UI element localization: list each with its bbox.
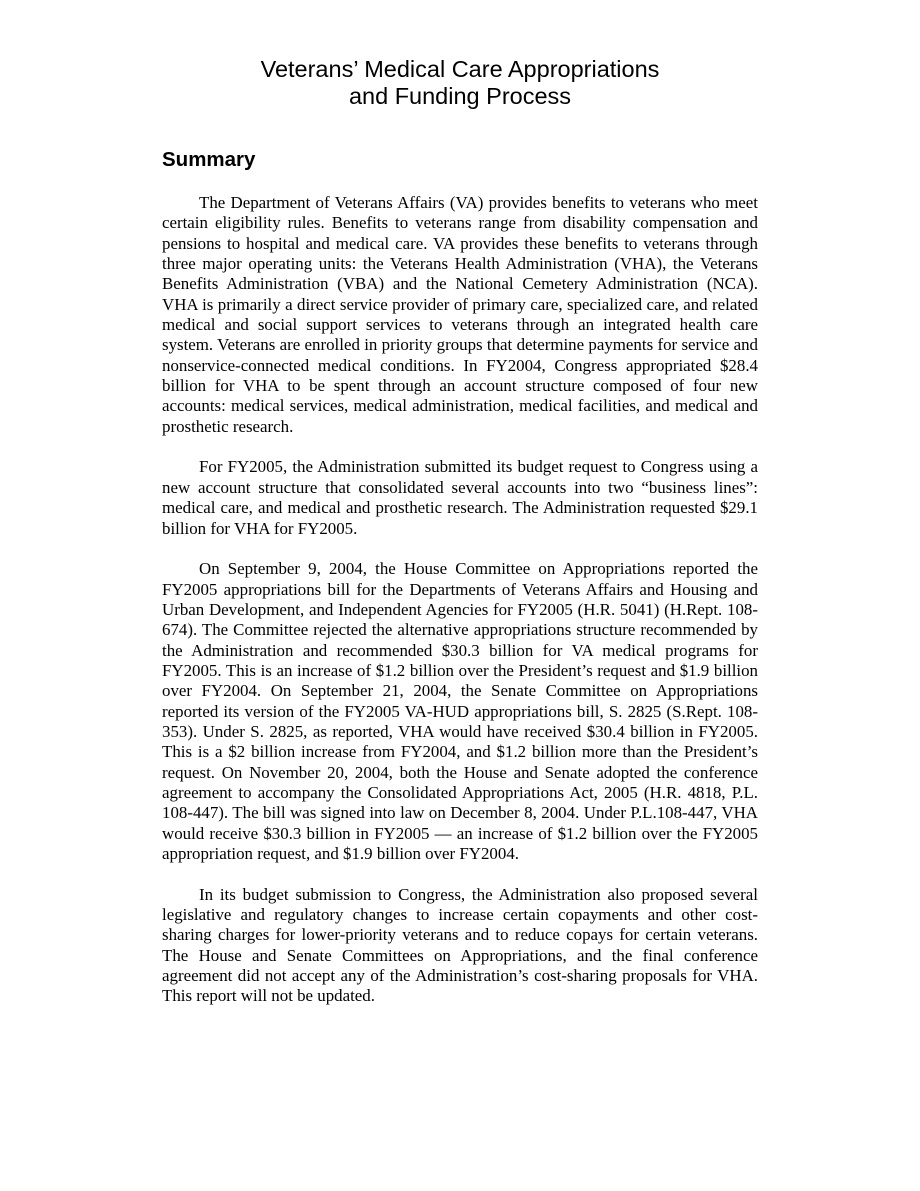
document-title-line-1: Veterans’ Medical Care Appropriations xyxy=(260,56,660,82)
summary-heading: Summary xyxy=(162,148,256,171)
summary-body xyxy=(162,193,758,1007)
summary-paragraph-1: The Department of Veterans Affairs (VA) provides benefits to veterans who meet certain eligibility rules. Benefits to veterans range from disability compensation and pensions to hospital and medical care. VA provides these benefits to veterans through three major operating units: the Veterans Health Administration (VHA), the Veterans Benefits Administration (VBA) and the National Cemetery Administration (NCA). VHA is primarily a direct service provider of primary care, specialized care, and related medical and social support services to veterans through an integrated health care system. Veterans are enrolled in priority groups that determine payments for service and nonservice-connected medical conditions. In FY2004, Congress appropriated $28.4 billion for VHA to be spent through an account structure composed of four new accounts: medical services, medical administration, medical facilities, and medical and prosthetic research. xyxy=(162,193,758,436)
summary-paragraph-3: On September 9, 2004, the House Committee on Appropriations reported the FY2005 appropriations bill for the Departments of Veterans Affairs and Housing and Urban Development, and Independent Agencies for FY2005 (H.R. 5041) (H.Rept. 108-674). The Committee rejected the alternative appropriations structure recommended by the Administration and recommended $30.3 billion for VA medical programs for FY2005. This is an increase of $1.2 billion over the President’s request and $1.9 billion over FY2004. On September 21, 2004, the Senate Committee on Appropriations reported its version of the FY2005 VA-HUD appropriations bill, S. 2825 (S.Rept. 108-353). Under S. 2825, as reported, VHA would have received $30.4 billion in FY2005. This is a $2 billion increase from FY2004, and $1.2 billion more than the President’s request. On November 20, 2004, both the House and Senate adopted the conference agreement to accompany the Consolidated Appropriations Act, 2005 (H.R. 4818, P.L. 108-447). The bill was signed into law on December 8, 2004. Under P.L.108-447, VHA would receive $30.3 billion in FY2005 — an increase of $1.2 billion over the FY2005 appropriation request, and $1.9 billion over FY2004. xyxy=(162,559,758,863)
document-title-line-2: and Funding Process xyxy=(348,83,572,109)
summary-paragraph-4: In its budget submission to Congress, the Administration also proposed several legislative and regulatory changes to increase certain copayments and other cost-sharing charges for lower-priority veterans and to reduce copays for certain veterans. The House and Senate Committees on Appropriations, and the final conference agreement did not accept any of the Administration’s cost-sharing proposals for VHA. This report will not be updated. xyxy=(162,884,758,1006)
summary-paragraph-2: For FY2005, the Administration submitted its budget request to Congress using a new account structure that consolidated several accounts into two “business lines”: medical care, and medical and prosthetic research. The Administration requested $29.1 billion for VHA for FY2005. xyxy=(162,457,758,538)
document-title xyxy=(150,56,770,110)
